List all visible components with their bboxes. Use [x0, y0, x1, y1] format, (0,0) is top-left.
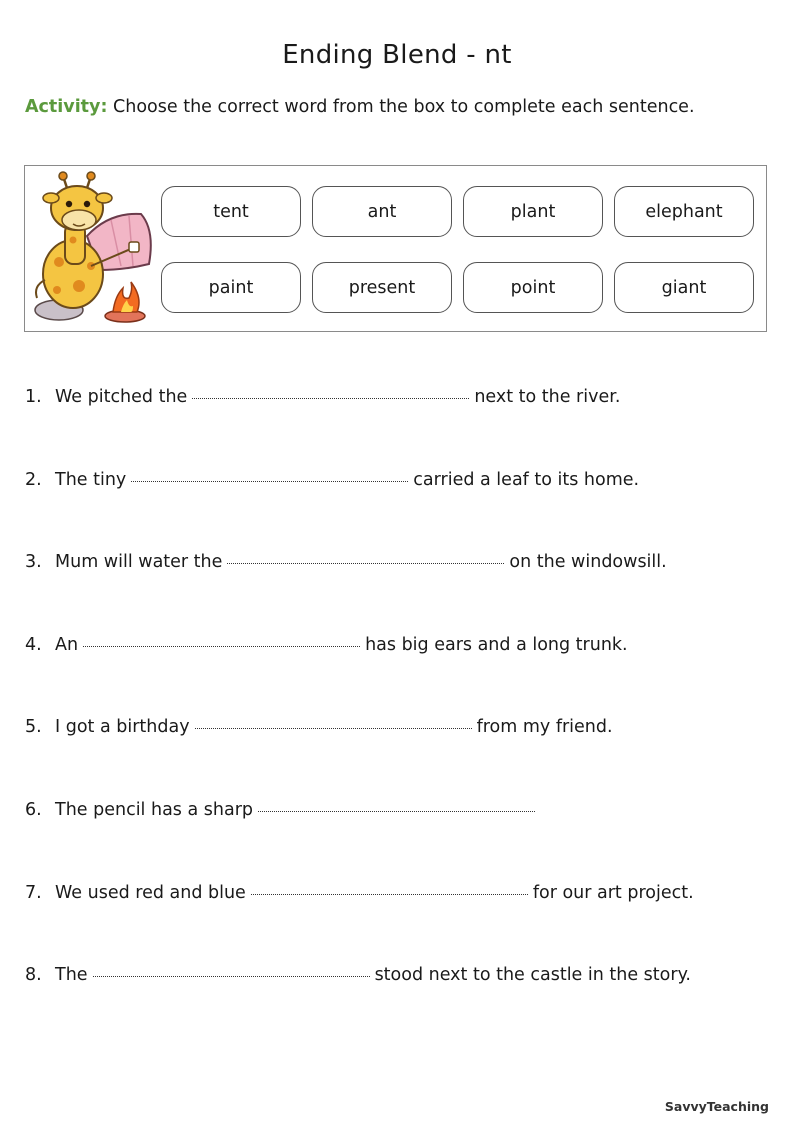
- answer-blank[interactable]: [258, 811, 535, 812]
- word-chip-ant: ant: [312, 186, 452, 237]
- sentence-number: 6.: [25, 800, 42, 820]
- page-title: Ending Blend - nt: [282, 40, 512, 70]
- sentence-text-before: The: [55, 965, 88, 985]
- sentence-text-after: from my friend.: [476, 717, 613, 737]
- sentence-6: [25, 800, 540, 820]
- word-chip-point: point: [463, 262, 603, 313]
- sentence-number: 8.: [25, 965, 42, 985]
- word-chip-present: present: [312, 262, 452, 313]
- answer-blank[interactable]: [227, 563, 504, 564]
- answer-blank[interactable]: [192, 398, 469, 399]
- sentence-number: 5.: [25, 717, 42, 737]
- word-bank-box: [24, 165, 767, 332]
- answer-blank[interactable]: [83, 646, 360, 647]
- word-chip-tent: tent: [161, 186, 301, 237]
- answer-blank[interactable]: [195, 728, 472, 729]
- sentence-8: [25, 965, 691, 985]
- word-chip-elephant: elephant: [614, 186, 754, 237]
- sentence-text-before: The pencil has a sharp: [55, 800, 254, 820]
- answer-blank[interactable]: [131, 481, 408, 482]
- sentence-5: [25, 717, 613, 737]
- sentence-number: 4.: [25, 635, 42, 655]
- sentence-text-after: on the windowsill.: [509, 552, 667, 572]
- sentence-3: [25, 552, 667, 572]
- sentence-text-after: for our art project.: [532, 883, 694, 903]
- activity-label: Activity:: [25, 97, 108, 117]
- sentence-number: 7.: [25, 883, 42, 903]
- sentence-1: [25, 387, 620, 407]
- brand-footer: SavvyTeaching: [664, 1099, 769, 1114]
- sentence-text-after: carried a leaf to its home.: [413, 470, 640, 490]
- sentence-7: [25, 883, 694, 903]
- sentence-text-before: We used red and blue: [55, 883, 246, 903]
- sentence-number: 2.: [25, 470, 42, 490]
- answer-blank[interactable]: [93, 976, 370, 977]
- sentence-number: 1.: [25, 387, 42, 407]
- activity-instructions: [25, 97, 695, 117]
- word-chip-paint: paint: [161, 262, 301, 313]
- sentence-number: 3.: [25, 552, 42, 572]
- sentence-text-before: The tiny: [55, 470, 127, 490]
- sentence-text-before: An: [55, 635, 79, 655]
- sentence-text-after: next to the river.: [474, 387, 621, 407]
- sentence-text-before: I got a birthday: [55, 717, 190, 737]
- sentence-text-before: We pitched the: [55, 387, 188, 407]
- sentence-2: [25, 470, 639, 490]
- word-chip-giant: giant: [614, 262, 754, 313]
- sentence-text-after: stood next to the castle in the story.: [374, 965, 691, 985]
- giraffe-campfire-illustration: [29, 170, 157, 328]
- sentence-4: [25, 635, 628, 655]
- activity-text: Choose the correct word from the box to complete each sentence.: [107, 97, 695, 117]
- answer-blank[interactable]: [251, 894, 528, 895]
- word-chip-plant: plant: [463, 186, 603, 237]
- sentence-text-before: Mum will water the: [55, 552, 223, 572]
- sentence-text-after: has big ears and a long trunk.: [365, 635, 628, 655]
